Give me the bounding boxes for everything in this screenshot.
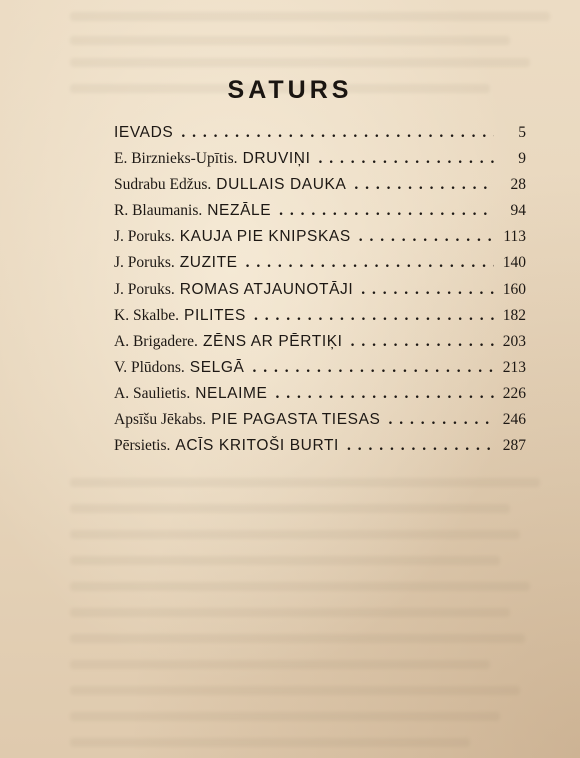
show-through-text xyxy=(70,582,530,591)
toc-author: J. Poruks. xyxy=(114,254,175,272)
toc-entry-title xyxy=(114,202,271,220)
toc-author: Apsīšu Jēkabs. xyxy=(114,411,207,429)
toc-entry-title xyxy=(114,176,346,194)
toc-page-number: 287 xyxy=(502,437,526,455)
toc-entry xyxy=(114,124,526,150)
toc-work-title: ZĒNS AR PĒRTIĶI xyxy=(202,332,343,350)
toc-entry-title xyxy=(114,359,244,377)
toc-entry xyxy=(114,176,526,202)
toc-entry-title xyxy=(114,254,238,272)
show-through-text xyxy=(70,738,470,747)
toc-work-title: ACĪS KRITOŠI BURTI xyxy=(175,437,339,455)
toc-page-number: 9 xyxy=(518,150,526,168)
toc-work-title: ZUZITE xyxy=(179,254,238,272)
table-of-contents xyxy=(114,124,526,463)
toc-leader-dots xyxy=(347,437,494,455)
toc-author: R. Blaumanis. xyxy=(114,202,203,220)
toc-leader-dots xyxy=(181,124,494,142)
toc-entry-title xyxy=(114,333,343,351)
show-through-text xyxy=(70,712,500,721)
toc-page-number: 213 xyxy=(502,358,526,376)
show-through-text xyxy=(70,504,510,513)
toc-author: Sudrabu Edžus. xyxy=(114,176,212,194)
toc-page-number: 28 xyxy=(510,176,526,194)
toc-page-number: 5 xyxy=(518,124,526,141)
toc-entry xyxy=(114,281,526,307)
toc-author: J. Poruks. xyxy=(114,228,175,246)
toc-work-title: DULLAIS DAUKA xyxy=(216,176,347,194)
toc-work-title: PIE PAGASTA TIESAS xyxy=(211,411,381,429)
toc-page-number: 203 xyxy=(502,332,526,350)
toc-leader-dots xyxy=(359,228,494,246)
show-through-text xyxy=(70,556,500,565)
show-through-text xyxy=(70,686,520,695)
show-through-text xyxy=(70,530,520,539)
toc-entry xyxy=(114,254,526,280)
toc-page-number: 94 xyxy=(510,202,526,220)
toc-entry xyxy=(114,411,526,437)
show-through-text xyxy=(70,634,525,643)
toc-entry xyxy=(114,437,526,463)
toc-leader-dots xyxy=(254,307,494,325)
toc-entry xyxy=(114,333,526,359)
toc-page-number: 182 xyxy=(502,306,526,324)
toc-entry xyxy=(114,202,526,228)
show-through-text xyxy=(70,36,510,45)
toc-entry-title xyxy=(114,385,267,403)
show-through-text xyxy=(70,12,550,21)
toc-work-title: DRUVIŅI xyxy=(242,150,311,168)
toc-author: E. Birznieks-Upītis. xyxy=(114,150,238,168)
toc-entry xyxy=(114,359,526,385)
toc-author: J. Poruks. xyxy=(114,280,175,298)
toc-leader-dots xyxy=(361,281,494,299)
toc-work-title: NEZĀLE xyxy=(207,202,272,220)
toc-work-title: IEVADS xyxy=(114,124,174,141)
toc-entry xyxy=(114,150,526,176)
toc-page-number: 113 xyxy=(503,228,526,246)
toc-work-title: KAUJA PIE KNIPSKAS xyxy=(179,228,351,246)
show-through-text xyxy=(70,660,490,669)
toc-work-title: ROMAS ATJAUNOTĀJI xyxy=(179,280,354,298)
toc-leader-dots xyxy=(246,254,494,272)
toc-leader-dots xyxy=(388,411,494,429)
toc-entry-title xyxy=(114,150,311,168)
toc-leader-dots xyxy=(319,150,495,168)
toc-author: A. Saulietis. xyxy=(114,384,191,402)
toc-author: V. Plūdons. xyxy=(114,358,185,376)
show-through-text xyxy=(70,58,530,67)
toc-entry xyxy=(114,385,526,411)
toc-leader-dots xyxy=(354,176,494,194)
toc-leader-dots xyxy=(279,202,494,220)
toc-page-number: 160 xyxy=(502,280,526,298)
show-through-text xyxy=(70,478,540,487)
toc-leader-dots xyxy=(252,359,494,377)
toc-work-title: SELGĀ xyxy=(189,358,245,376)
toc-entry-title xyxy=(114,228,351,246)
toc-page-number: 246 xyxy=(502,411,526,429)
show-through-text xyxy=(70,608,510,617)
toc-entry-title xyxy=(114,411,380,429)
toc-author: A. Brigadere. xyxy=(114,332,198,350)
toc-entry-title xyxy=(114,307,246,325)
toc-entry xyxy=(114,228,526,254)
toc-entry-title xyxy=(114,281,353,299)
toc-entry-title xyxy=(114,124,173,142)
toc-work-title: PILITES xyxy=(184,306,246,324)
toc-author: K. Skalbe. xyxy=(114,306,180,324)
toc-author: Pērsietis. xyxy=(114,437,171,455)
toc-leader-dots xyxy=(275,385,494,403)
toc-page-number: 140 xyxy=(502,254,526,272)
toc-entry-title xyxy=(114,437,339,455)
toc-leader-dots xyxy=(351,333,494,351)
toc-work-title: NELAIME xyxy=(195,384,268,402)
page-title: SATURS xyxy=(227,76,353,104)
toc-entry xyxy=(114,307,526,333)
toc-page-number: 226 xyxy=(502,384,526,402)
